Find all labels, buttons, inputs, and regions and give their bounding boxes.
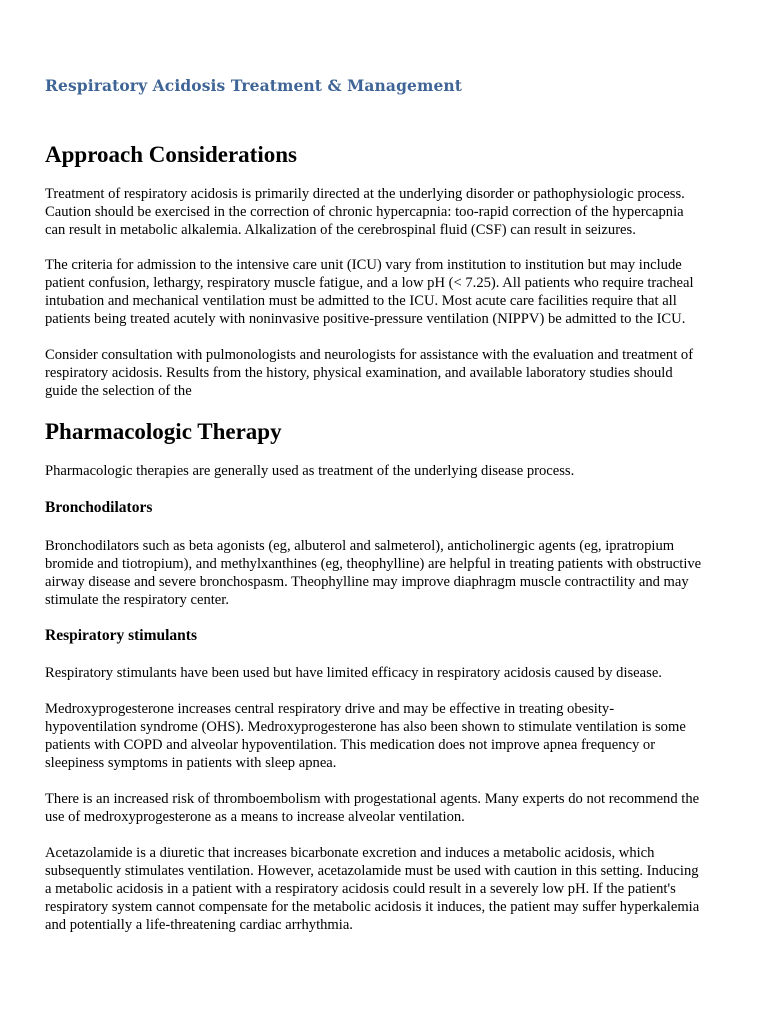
text-line: patients being treated acutely with noninvasive positive-pressure ventilation (NIPPV) be admitted to the ICU. [45,311,686,327]
text-line: Consider consultation with pulmonologists and neurologists for assistance with the evaluation and treatment of [45,347,694,363]
text-line: Medroxyprogesterone increases central respiratory drive and may be effective in treating obesity- [45,701,615,717]
text-line: Treatment of respiratory acidosis is primarily directed at the underlying disorder or pathophysiologic process. [45,186,685,202]
heading-respiratory-stimulants: Respiratory stimulants [45,627,197,644]
paragraph-stimulants-1 [45,664,735,682]
text-line: Bronchodilators such as beta agonists (eg, albuterol and salmeterol), anticholinergic agents (eg, ipratropium [45,538,675,554]
text-line: There is an increased risk of thromboembolism with progestational agents. Many experts do not recommend the [45,791,700,807]
text-line: patient confusion, lethargy, respiratory muscle fatigue, and a low pH (< 7.25). All patients who require tracheal [45,275,694,291]
text-line: respiratory acidosis. Results from the history, physical examination, and available laboratory studies should [45,365,673,381]
text-line: patients with COPD and alveolar hypoventilation. This medication does not improve apnea frequency or [45,737,656,753]
text-line: respiratory system cannot compensate for the metabolic acidosis it induces, the patient may suffer hyperkalemia [45,899,700,915]
text-line: guide the selection of the [45,383,192,399]
paragraph-bronchodilators-1 [45,537,735,609]
paragraph-approach-1 [45,185,735,239]
text-line: stimulate the respiratory center. [45,592,229,608]
text-line: can result in metabolic alkalemia. Alkalization of the cerebrospinal fluid (CSF) can result in seizures. [45,222,636,238]
text-line: Caution should be exercised in the correction of chronic hypercapnia: too-rapid correction of the hypercapnia [45,204,684,220]
text-line: and potentially a life-threatening cardiac arrhythmia. [45,917,353,933]
text-line: airway disease and severe bronchospasm. Theophylline may improve diaphragm muscle contractility and may [45,574,689,590]
heading-approach-considerations: Approach Considerations [45,142,297,167]
heading-bronchodilators: Bronchodilators [45,499,153,516]
paragraph-approach-3 [45,346,735,400]
text-line: bromide and tiotropium), and methylxanthines (eg, theophylline) are helpful in treating patients with obstructive [45,556,702,572]
paragraph-stimulants-2 [45,700,735,772]
paragraph-stimulants-3 [45,790,735,826]
heading-pharmacologic-therapy: Pharmacologic Therapy [45,419,282,444]
text-line: sleepiness symptoms in patients with sleep apnea. [45,755,337,771]
document-title: Respiratory Acidosis Treatment & Management [45,76,463,95]
text-line: intubation and mechanical ventilation must be admitted to the ICU. Most acute care facilities require that all [45,293,677,309]
text-line: The criteria for admission to the intensive care unit (ICU) vary from institution to institution but may include [45,257,682,273]
paragraph-pharma-1 [45,462,735,480]
paragraph-approach-2 [45,256,735,328]
text-line: Pharmacologic therapies are generally used as treatment of the underlying disease process. [45,463,575,479]
text-line: Acetazolamide is a diuretic that increases bicarbonate excretion and induces a metabolic acidosis, which [45,845,655,861]
text-line: Respiratory stimulants have been used but have limited efficacy in respiratory acidosis caused by disease. [45,665,662,681]
paragraph-stimulants-4 [45,844,735,934]
text-line: use of medroxyprogesterone as a means to increase alveolar ventilation. [45,809,465,825]
text-line: subsequently stimulates ventilation. However, acetazolamide must be used with caution in this setting. Inducing [45,863,699,879]
text-line: hypoventilation syndrome (OHS). Medroxyprogesterone has also been shown to stimulate ventilation is some [45,719,686,735]
text-line: a metabolic acidosis in a patient with a respiratory acidosis could result in a severely low pH. If the patient's [45,881,676,897]
